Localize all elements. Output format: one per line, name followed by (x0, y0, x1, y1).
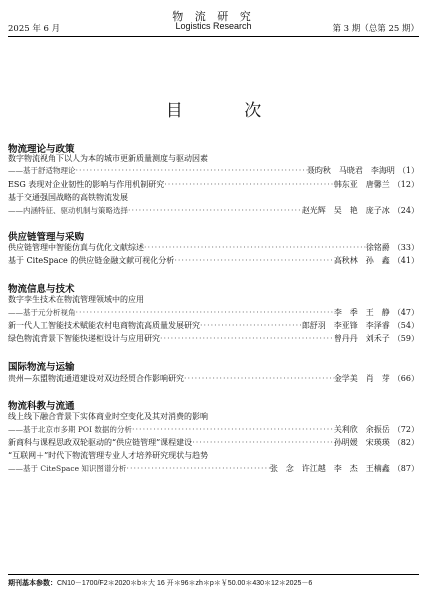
entry-authors: 聂昀秋 马晓君 李海明 (306, 166, 395, 175)
entry-authors: 韩东亚 唐馨兰 (333, 180, 390, 189)
toc-entry[interactable] (8, 192, 419, 204)
toc-entry[interactable] (8, 424, 419, 436)
entry-title: “互联网＋”时代下物流管理专业人才培养研究现状与趋势 (8, 451, 209, 460)
dot-leader (126, 463, 269, 475)
entry-subtitle: ——基于舒适物理论 (8, 166, 76, 175)
section-title: 供应链管理与采购 (8, 232, 85, 243)
entry-page: （66） (392, 374, 419, 383)
toc-entry[interactable] (8, 320, 419, 332)
section-title: 物流科教与流通 (8, 401, 75, 412)
journal-title-cn: 物 流 研 究 (172, 10, 255, 23)
entry-page: （41） (392, 256, 419, 265)
toc-entry[interactable] (8, 307, 419, 319)
journal-parameters (8, 578, 312, 588)
entry-page: （87） (392, 464, 419, 473)
entry-subtitle: ——基于北京市多期 POI 数据的分析 (8, 425, 132, 434)
toc-entry[interactable] (8, 437, 419, 449)
toc-entry[interactable] (8, 205, 419, 217)
entry-title: 基于 CiteSpace 的供应链金融文献可视化分析 (8, 256, 175, 265)
dot-leader (164, 179, 334, 191)
entry-title: 绿色物流背景下智能快递柜设计与应用研究 (8, 334, 160, 343)
entry-title: 新一代人工智能技术赋能农村电商物流高质量发展研究 (8, 321, 200, 330)
dot-leader (174, 255, 334, 267)
entry-title: 数字孪生技术在物流管理领域中的应用 (8, 295, 144, 304)
issue-number: 第 3 期（总第 25 期） (332, 24, 419, 34)
entry-page: （82） (392, 438, 419, 447)
section-title: 物流理论与政策 (8, 144, 75, 155)
footer-label: 期刊基本参数： (8, 580, 57, 587)
header-divider (8, 36, 419, 37)
entry-authors: 高秋林 孙 鑫 (333, 256, 390, 265)
dot-leader (200, 320, 302, 332)
entry-page: （72） (392, 425, 419, 434)
toc-entry[interactable] (8, 153, 419, 165)
entry-authors: 金学美 肖 芽 (333, 374, 390, 383)
entry-authors: 郎舒羽 李亚锋 李泽睿 (301, 321, 390, 330)
entry-page: （24） (392, 206, 419, 215)
entry-page: （54） (392, 321, 419, 330)
journal-title-en: Logistics Research (175, 21, 252, 31)
section-title: 物流信息与技术 (8, 284, 75, 295)
entry-title: 数字物流视角下以人为本的城市更新质量测度与驱动因素 (8, 154, 208, 163)
issue-date: 2025 年 6 月 (8, 24, 61, 34)
toc-entry[interactable] (8, 450, 419, 462)
toc-entry[interactable] (8, 463, 419, 475)
entry-authors: 张 念 许江越 李 杰 王楠鑫 (269, 464, 390, 473)
toc-entry[interactable] (8, 179, 419, 191)
entry-subtitle: ——内涵特征、驱动机制与策略选择 (8, 206, 128, 215)
entry-authors: 孙明媛 宋瑛瑛 (333, 438, 390, 447)
toc-entry[interactable] (8, 255, 419, 267)
entry-authors: 徐铭爵 (365, 243, 390, 252)
entry-title: 供应链管理中智能仿真与优化文献综述 (8, 243, 144, 252)
dot-leader (192, 437, 334, 449)
entry-authors: 曾丹丹 刘禾子 (333, 334, 390, 343)
dot-leader (128, 205, 302, 217)
footer-divider (8, 574, 419, 575)
entry-title: 新商科与课程思政双轮驱动的“供应链管理”课程建设 (8, 438, 193, 447)
toc-entry[interactable] (8, 294, 419, 306)
entry-subtitle: ——基于 CiteSpace 知识图谱分析 (8, 464, 127, 473)
toc-entry[interactable] (8, 333, 419, 345)
entry-page: （1） (397, 166, 419, 175)
entry-page: （47） (392, 308, 419, 317)
toc-entry[interactable] (8, 165, 419, 177)
footer-text: CN10－1700/F2＊2020＊b＊大 16 开＊96＊zh＊p＊￥50.00＊430＊12＊2025－6 (57, 580, 313, 587)
toc-title: 目 次 (165, 101, 290, 121)
entry-title: 线上线下融合背景下实体商业时空变化及其对消费的影响 (8, 412, 208, 421)
entry-title: ESG 表现对企业韧性的影响与作用机制研究 (8, 180, 165, 189)
entry-authors: 李 季 王 静 (333, 308, 390, 317)
entry-title: 贵州—东盟物流通道建设对双边经贸合作影响研究 (8, 374, 184, 383)
dot-leader (160, 333, 334, 345)
entry-title: 基于交通强国战略的高铁物流发展 (8, 193, 128, 202)
section-title: 国际物流与运输 (8, 362, 75, 373)
dot-leader (184, 373, 334, 385)
dot-leader (144, 242, 366, 254)
toc-entry[interactable] (8, 242, 419, 254)
toc-entry[interactable] (8, 411, 419, 423)
dot-leader (76, 165, 307, 177)
dot-leader (132, 424, 334, 436)
entry-subtitle: ——基于元分析视角 (8, 308, 76, 317)
toc-entry[interactable] (8, 373, 419, 385)
entry-authors: 关利欣 余振岳 (333, 425, 390, 434)
entry-page: （33） (392, 243, 419, 252)
entry-page: （12） (392, 180, 419, 189)
entry-authors: 赵光辉 吴 艳 庞子冰 (301, 206, 390, 215)
dot-leader (76, 307, 334, 319)
entry-page: （59） (392, 334, 419, 343)
